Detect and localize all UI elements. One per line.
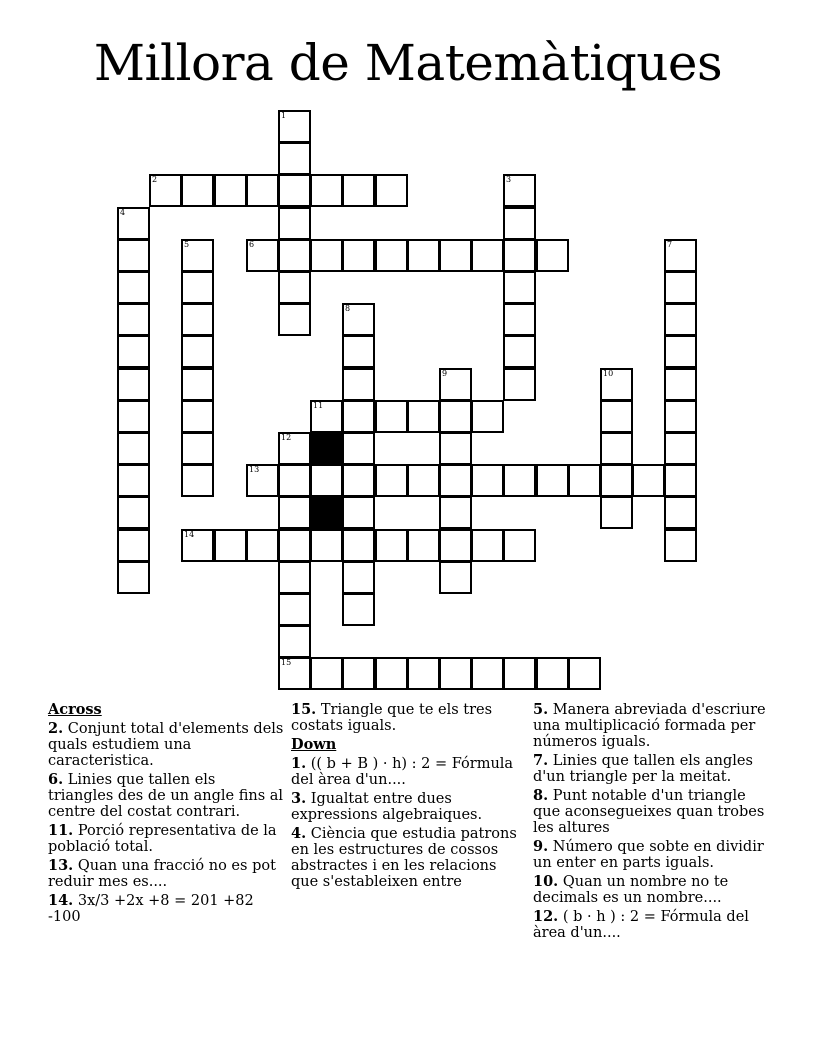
- crossword-cell[interactable]: [342, 593, 375, 626]
- clues-column-2: [291, 702, 517, 893]
- crossword-cell[interactable]: [149, 174, 182, 207]
- clues-column-3: [533, 702, 769, 944]
- crossword-cell[interactable]: [664, 271, 697, 304]
- crossword-cell[interactable]: [439, 400, 472, 433]
- crossword-cell[interactable]: [117, 561, 150, 594]
- crossword-cell[interactable]: [117, 207, 150, 240]
- crossword-cell[interactable]: [536, 464, 569, 497]
- clue-across-6: 6. Linies que tallen els triangles des de un angle fins al centre del costat contrari.: [48, 771, 284, 820]
- crossword-cell[interactable]: [278, 625, 311, 658]
- crossword-cell[interactable]: [375, 400, 408, 433]
- crossword-cell[interactable]: [503, 529, 536, 562]
- crossword-cell[interactable]: [278, 657, 311, 690]
- crossword-cell[interactable]: [600, 400, 633, 433]
- crossword-cell[interactable]: [407, 400, 440, 433]
- crossword-cell[interactable]: [536, 657, 569, 690]
- crossword-cell[interactable]: [342, 368, 375, 401]
- crossword-cell[interactable]: [407, 239, 440, 272]
- clue-down-3: 3. Igualtat entre dues expressions algebraiques.: [291, 790, 483, 823]
- crossword-cell[interactable]: [375, 174, 408, 207]
- clue-number: 15: [281, 658, 292, 667]
- crossword-cell[interactable]: [278, 110, 311, 143]
- crossword-cell[interactable]: [342, 239, 375, 272]
- crossword-cell[interactable]: [439, 529, 472, 562]
- crossword-cell[interactable]: [503, 464, 536, 497]
- clue-down-7: 7. Linies que tallen els angles d'un triangle per la meitat.: [533, 752, 753, 785]
- crossword-cell[interactable]: [181, 464, 214, 497]
- crossword-cell[interactable]: [503, 303, 536, 336]
- clue-across-14: 14. 3x/3 +2x +8 = 201 +82 -100: [48, 892, 254, 925]
- clue-number: 6: [249, 240, 255, 249]
- clue-number: 11: [313, 401, 324, 410]
- crossword-cell[interactable]: [342, 400, 375, 433]
- crossword-cell[interactable]: [342, 335, 375, 368]
- clue-across-11: 11. Porció representativa de la població total.: [48, 822, 277, 855]
- blocked-cell: [310, 496, 343, 529]
- clue-number: 7: [667, 240, 673, 249]
- crossword-cell[interactable]: [439, 368, 472, 401]
- crossword-cell[interactable]: [117, 432, 150, 465]
- crossword-cell[interactable]: [664, 432, 697, 465]
- crossword-cell[interactable]: [117, 464, 150, 497]
- crossword-cell[interactable]: [117, 239, 150, 272]
- crossword-cell[interactable]: [342, 174, 375, 207]
- crossword-cell[interactable]: [181, 239, 214, 272]
- crossword-cell[interactable]: [471, 400, 504, 433]
- crossword-cell[interactable]: [664, 239, 697, 272]
- crossword-cell[interactable]: [246, 239, 279, 272]
- crossword-cell[interactable]: [439, 239, 472, 272]
- clue-number: 1: [281, 111, 287, 120]
- crossword-cell[interactable]: [181, 368, 214, 401]
- crossword-cell[interactable]: [181, 529, 214, 562]
- crossword-cell[interactable]: [536, 239, 569, 272]
- crossword-cell[interactable]: [310, 239, 343, 272]
- crossword-cell[interactable]: [278, 239, 311, 272]
- crossword-cell[interactable]: [503, 174, 536, 207]
- clue-across-15: 15. Triangle que te els tres costats iguals.: [291, 701, 493, 734]
- crossword-cell[interactable]: [181, 432, 214, 465]
- crossword-cell[interactable]: [310, 657, 343, 690]
- clue-down-12: 12. ( b · h ) : 2 = Fórmula del àrea d'un....: [533, 908, 749, 941]
- crossword-cell[interactable]: [439, 657, 472, 690]
- clue-number: 12: [281, 433, 292, 442]
- crossword-cell[interactable]: [278, 207, 311, 240]
- crossword-cell[interactable]: [375, 529, 408, 562]
- clue-down-10: 10. Quan un nombre no te decimals es un nombre....: [533, 873, 729, 906]
- crossword-cell[interactable]: [310, 174, 343, 207]
- clue-number: 2: [152, 175, 158, 184]
- crossword-cell[interactable]: [664, 335, 697, 368]
- clue-down-8: 8. Punt notable d'un triangle que aconsegueixes quan trobes les altures: [533, 787, 765, 836]
- crossword-cell[interactable]: [342, 496, 375, 529]
- crossword-cell[interactable]: [439, 432, 472, 465]
- clue-number: 10: [603, 369, 614, 378]
- crossword-cell[interactable]: [278, 561, 311, 594]
- crossword-cell[interactable]: [342, 464, 375, 497]
- crossword-cell[interactable]: [471, 529, 504, 562]
- clue-down-9: 9. Número que sobte en dividir un enter en parts iguals.: [533, 838, 764, 871]
- clue-number: 9: [442, 369, 448, 378]
- crossword-cell[interactable]: [568, 464, 601, 497]
- crossword-cell[interactable]: [117, 368, 150, 401]
- crossword-cell[interactable]: [664, 303, 697, 336]
- crossword-cell[interactable]: [375, 464, 408, 497]
- crossword-cell[interactable]: [664, 529, 697, 562]
- crossword-cell[interactable]: [375, 239, 408, 272]
- crossword-cell[interactable]: [310, 464, 343, 497]
- crossword-cell[interactable]: [407, 657, 440, 690]
- crossword-cell[interactable]: [600, 496, 633, 529]
- crossword-cell[interactable]: [117, 271, 150, 304]
- crossword-cell[interactable]: [278, 529, 311, 562]
- page-title: Millora de Matemàtiques: [93, 34, 723, 92]
- crossword-cell[interactable]: [407, 464, 440, 497]
- crossword-cell[interactable]: [664, 496, 697, 529]
- clue-number: 3: [506, 175, 512, 184]
- crossword-cell[interactable]: [310, 529, 343, 562]
- crossword-cell[interactable]: [600, 432, 633, 465]
- crossword-cell[interactable]: [664, 464, 697, 497]
- crossword-cell[interactable]: [117, 335, 150, 368]
- crossword-cell[interactable]: [278, 142, 311, 175]
- crossword-cell[interactable]: [246, 174, 279, 207]
- crossword-cell[interactable]: [278, 593, 311, 626]
- crossword-cell[interactable]: [246, 529, 279, 562]
- crossword-cell[interactable]: [407, 529, 440, 562]
- clue-across-13: 13. Quan una fracció no es pot reduir mes es....: [48, 857, 276, 890]
- clue-number: 13: [249, 465, 260, 474]
- crossword-cell[interactable]: [439, 561, 472, 594]
- crossword-cell[interactable]: [181, 303, 214, 336]
- crossword-cell[interactable]: [664, 368, 697, 401]
- crossword-cell[interactable]: [632, 464, 665, 497]
- crossword-cell[interactable]: [471, 464, 504, 497]
- clue-number: 8: [345, 304, 351, 313]
- crossword-cell[interactable]: [246, 464, 279, 497]
- clue-down-1: 1. (( b + B ) · h) : 2 = Fórmula del àrea d'un....: [291, 755, 514, 788]
- crossword-cell[interactable]: [342, 561, 375, 594]
- crossword-cell[interactable]: [214, 174, 247, 207]
- crossword-cell[interactable]: [278, 432, 311, 465]
- crossword-cell[interactable]: [278, 464, 311, 497]
- clue-number: 4: [120, 208, 126, 217]
- across-heading: Across: [48, 701, 102, 718]
- crossword-cell[interactable]: [568, 657, 601, 690]
- clue-down-5: 5. Manera abreviada d'escriure una multiplicació formada per números iguals.: [533, 701, 766, 750]
- crossword-cell[interactable]: [503, 207, 536, 240]
- crossword-cell[interactable]: [278, 303, 311, 336]
- crossword-cell[interactable]: [664, 400, 697, 433]
- blocked-cell: [310, 432, 343, 465]
- crossword-cell[interactable]: [503, 335, 536, 368]
- clues-column-1: [48, 702, 284, 928]
- crossword-cell[interactable]: [439, 496, 472, 529]
- crossword-cell[interactable]: [181, 335, 214, 368]
- crossword-cell[interactable]: [600, 464, 633, 497]
- crossword-cell[interactable]: [117, 400, 150, 433]
- crossword-cell[interactable]: [342, 303, 375, 336]
- crossword-cell[interactable]: [310, 400, 343, 433]
- down-heading: Down: [291, 736, 337, 753]
- crossword-cell[interactable]: [342, 657, 375, 690]
- crossword-cell[interactable]: [117, 496, 150, 529]
- crossword-cell[interactable]: [278, 174, 311, 207]
- crossword-cell[interactable]: [181, 174, 214, 207]
- crossword-cell[interactable]: [503, 239, 536, 272]
- clue-number: 5: [184, 240, 190, 249]
- crossword-cell[interactable]: [181, 400, 214, 433]
- crossword-cell[interactable]: [375, 657, 408, 690]
- crossword-cell[interactable]: [117, 303, 150, 336]
- crossword-cell[interactable]: [600, 368, 633, 401]
- crossword-cell[interactable]: [471, 657, 504, 690]
- crossword-cell[interactable]: [278, 496, 311, 529]
- clue-across-2: 2. Conjunt total d'elements dels quals estudiem una caracteristica.: [48, 720, 284, 769]
- crossword-cell[interactable]: [342, 432, 375, 465]
- crossword-cell[interactable]: [278, 271, 311, 304]
- crossword-cell[interactable]: [503, 368, 536, 401]
- crossword-cell[interactable]: [471, 239, 504, 272]
- crossword-cell[interactable]: [117, 529, 150, 562]
- clue-down-4: 4. Ciència que estudia patrons en les estructures de cossos abstractes i en les relacions que s'estableixen entre: [291, 825, 517, 890]
- crossword-cell[interactable]: [503, 271, 536, 304]
- crossword-cell[interactable]: [503, 657, 536, 690]
- crossword-cell[interactable]: [439, 464, 472, 497]
- crossword-cell[interactable]: [181, 271, 214, 304]
- crossword-cell[interactable]: [342, 529, 375, 562]
- crossword-cell[interactable]: [214, 529, 247, 562]
- clue-number: 14: [184, 530, 195, 539]
